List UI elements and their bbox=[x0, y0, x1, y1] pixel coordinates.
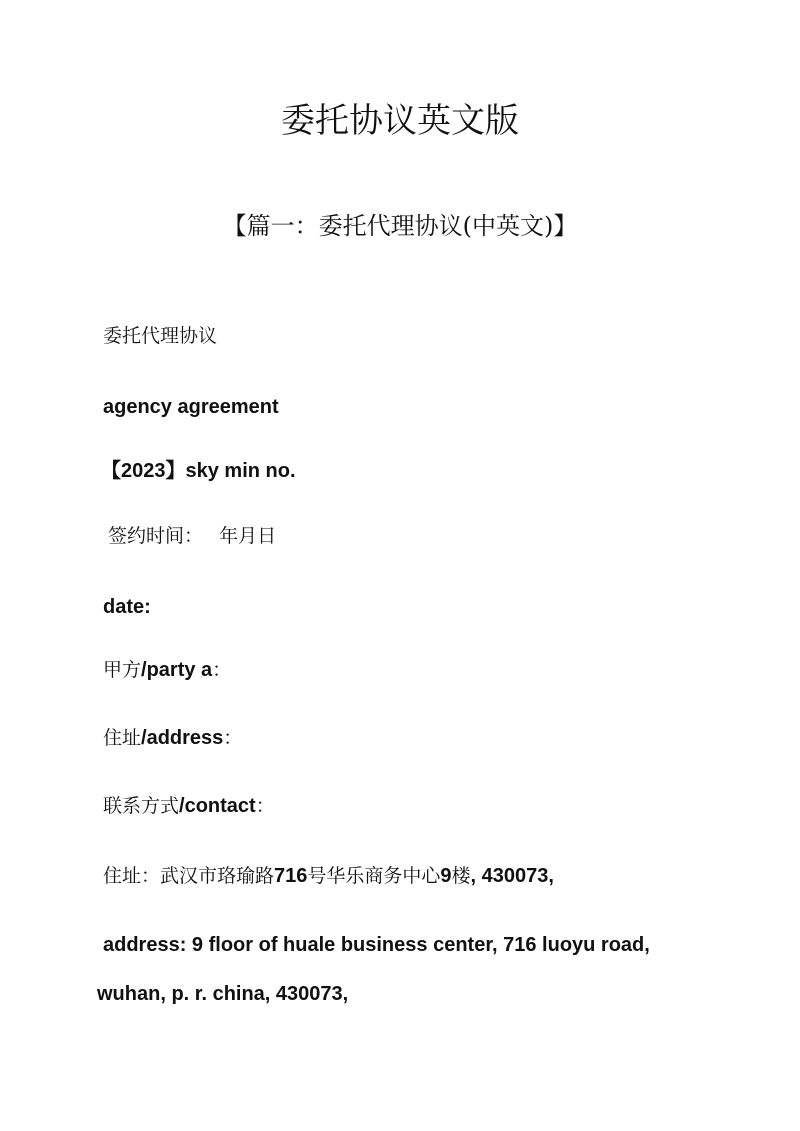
address-line bbox=[103, 728, 242, 748]
agreement-number bbox=[101, 461, 296, 481]
full-address-en-line2: wuhan, p. r. china, 430073, bbox=[97, 983, 349, 1005]
date-label-en: date: bbox=[103, 596, 151, 618]
document-title: 委托协议英文版 bbox=[281, 101, 519, 141]
address-label-en: /address bbox=[141, 727, 224, 749]
full-address-cn-line bbox=[103, 866, 554, 886]
full-address-cn-part1: 住址：武汉市珞瑜路 bbox=[103, 865, 275, 887]
sign-date-fields: 年月日 bbox=[219, 525, 277, 547]
contact-colon: ： bbox=[255, 795, 275, 817]
contact-label-en: /contact bbox=[179, 795, 256, 817]
contact-line bbox=[103, 796, 275, 816]
sign-date-label: 签约时间： bbox=[108, 525, 204, 547]
party-a-label-cn: 甲方 bbox=[103, 659, 142, 681]
contact-label-cn: 联系方式 bbox=[103, 795, 180, 817]
address-label-cn: 住址 bbox=[103, 727, 142, 749]
agreement-number-bracket: 【2023】 bbox=[101, 460, 186, 482]
full-address-number2: 9 bbox=[440, 865, 452, 887]
agreement-heading-en: agency agreement bbox=[103, 396, 279, 418]
full-address-cn-part3: 楼 bbox=[451, 865, 471, 887]
full-address-postcode: , 430073, bbox=[470, 865, 554, 887]
full-address-cn-part2: 号华乐商务中心 bbox=[307, 865, 441, 887]
agreement-heading-cn: 委托代理协议 bbox=[103, 325, 218, 347]
address-colon: ： bbox=[223, 727, 243, 749]
agreement-number-text: sky min no. bbox=[185, 460, 296, 482]
sign-date-line bbox=[108, 527, 276, 546]
full-address-en-line1: address: 9 floor of huale business center, 716 luoyu road, bbox=[103, 934, 650, 956]
party-a-colon: ： bbox=[212, 659, 232, 681]
party-a-line bbox=[103, 660, 231, 680]
section-subtitle: 【篇一：委托代理协议(中英文)】 bbox=[222, 212, 578, 240]
party-a-label-en: /party a bbox=[141, 659, 213, 681]
full-address-number1: 716 bbox=[274, 865, 308, 887]
